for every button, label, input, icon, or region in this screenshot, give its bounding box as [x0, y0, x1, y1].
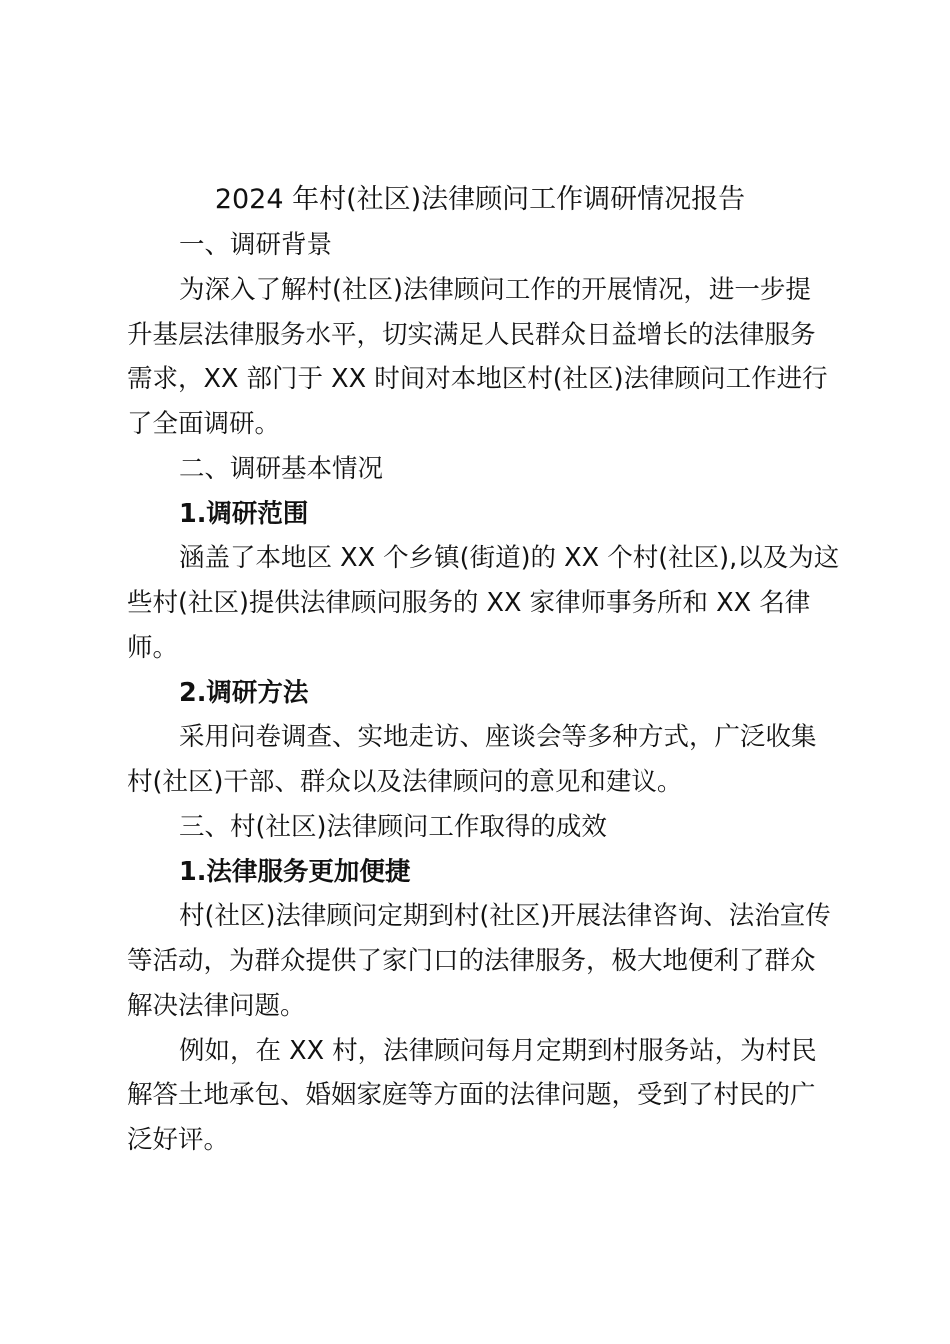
paragraph-line: 村(社区)法律顾问定期到村(社区)开展法律咨询、法治宣传	[179, 901, 831, 931]
paragraph-line: 村(社区)干部、群众以及法律顾问的意见和建议。	[127, 767, 683, 797]
paragraph-line: 解答土地承包、婚姻家庭等方面的法律问题，受到了村民的广	[127, 1080, 816, 1110]
paragraph-line: 些村(社区)提供法律顾问服务的 XX 家律师事务所和 XX 名律	[127, 588, 811, 618]
paragraph-line: 师。	[127, 633, 179, 663]
subheading-convenience: 1.法律服务更加便捷	[179, 857, 411, 887]
paragraph-line: 升基层法律服务水平，切实满足人民群众日益增长的法律服务	[127, 320, 816, 350]
paragraph-line: 需求，XX 部门于 XX 时间对本地区村(社区)法律顾问工作进行	[127, 364, 828, 394]
section-heading-background: 一、调研背景	[179, 230, 333, 260]
paragraph-line: 解决法律问题。	[127, 991, 306, 1021]
section-heading-basic-info: 二、调研基本情况	[179, 454, 384, 484]
paragraph-line: 采用问卷调查、实地走访、座谈会等多种方式，广泛收集	[179, 722, 817, 752]
subheading-scope: 1.调研范围	[179, 499, 309, 529]
paragraph-line: 了全面调研。	[127, 409, 281, 439]
paragraph-line: 例如，在 XX 村，法律顾问每月定期到村服务站，为村民	[179, 1036, 817, 1066]
section-heading-achievements: 三、村(社区)法律顾问工作取得的成效	[179, 812, 607, 842]
subheading-method: 2.调研方法	[179, 678, 309, 708]
paragraph-line: 泛好评。	[127, 1125, 230, 1155]
paragraph-line: 为深入了解村(社区)法律顾问工作的开展情况，进一步提	[179, 275, 811, 305]
document-title: 2024 年村(社区)法律顾问工作调研情况报告	[214, 184, 746, 215]
paragraph-line: 涵盖了本地区 XX 个乡镇(街道)的 XX 个村(社区),以及为这	[179, 543, 840, 573]
paragraph-line: 等活动，为群众提供了家门口的法律服务，极大地便利了群众	[127, 946, 816, 976]
